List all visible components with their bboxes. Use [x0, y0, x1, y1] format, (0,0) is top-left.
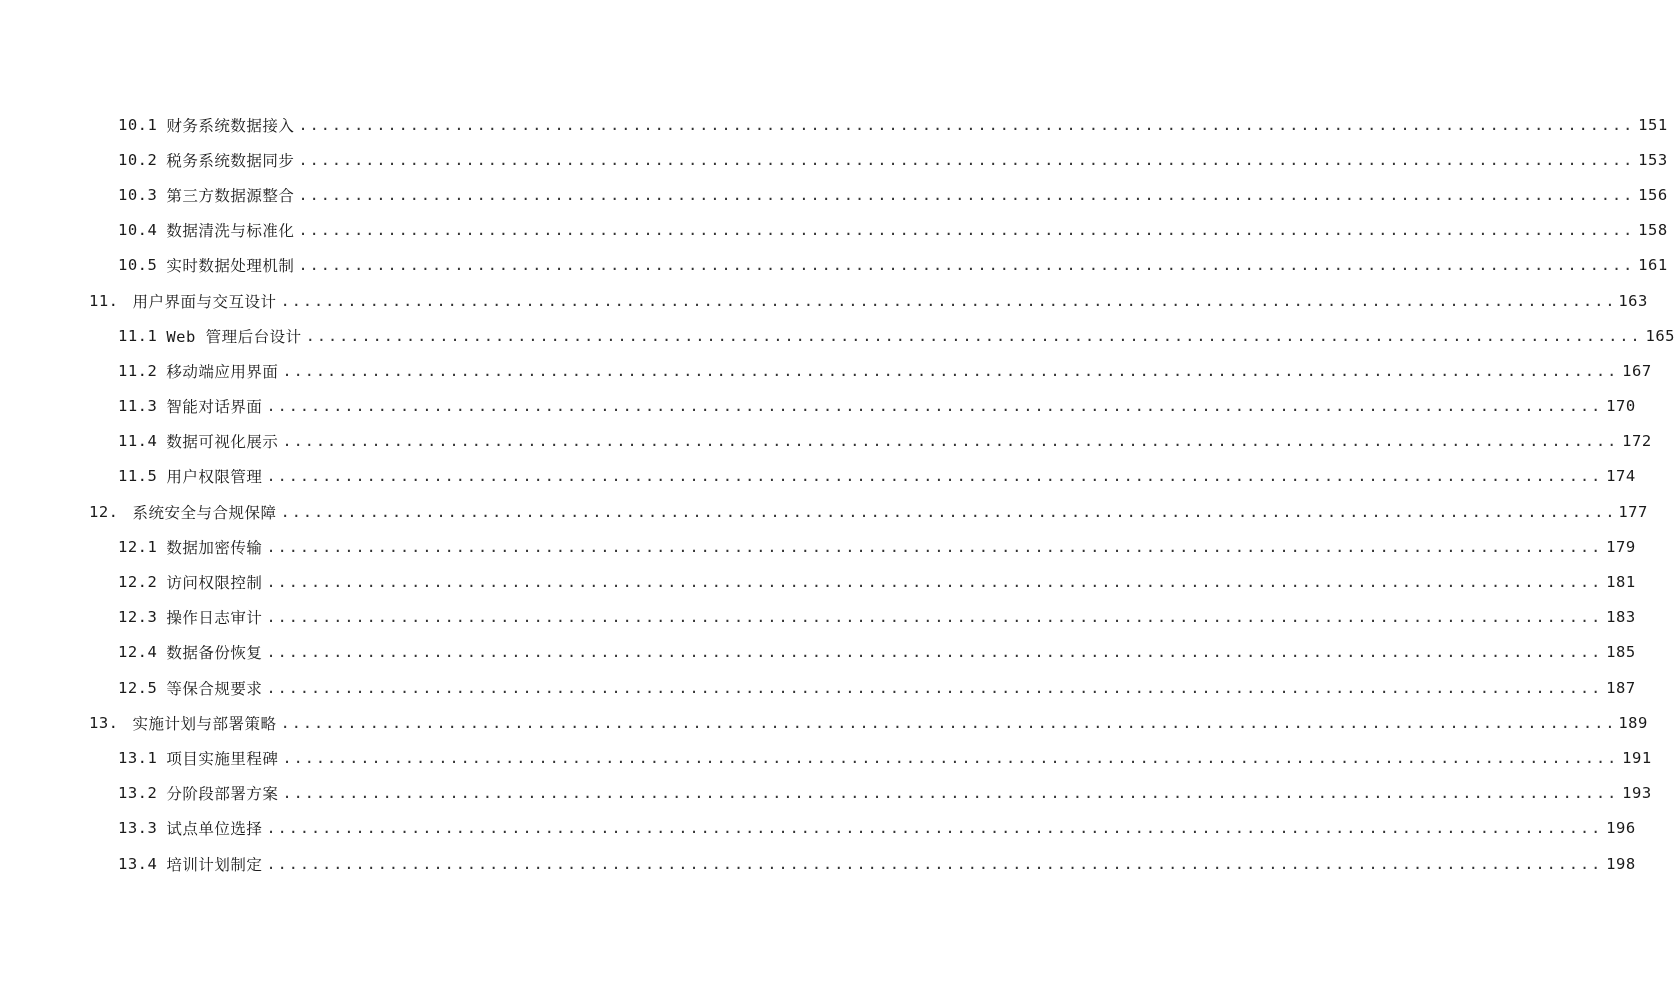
toc-entry-title: 用户界面与交互设计 — [132, 292, 277, 311]
dot-leader: ........................................................................................................................ — [298, 256, 1635, 275]
toc-entry-page: 179 — [1606, 537, 1636, 556]
toc-entry-page: 183 — [1606, 608, 1636, 627]
toc-entry-number: 10.4 — [118, 221, 158, 240]
toc-entry[interactable] — [0, 248, 1668, 283]
toc-entry-page: 191 — [1622, 748, 1652, 767]
toc-entry-page: 153 — [1638, 150, 1668, 169]
toc-entry-title: 数据可视化展示 — [166, 433, 279, 452]
toc-entry-title: 分阶段部署方案 — [166, 785, 279, 804]
toc-entry-title: 财务系统数据接入 — [166, 116, 295, 135]
toc-entry[interactable] — [0, 389, 1636, 424]
dot-leader: ........................................................................................................................ — [282, 432, 1619, 451]
dot-leader: ........................................................................................................................ — [280, 713, 1617, 732]
toc-entry-page: 163 — [1618, 291, 1648, 310]
toc-entry[interactable] — [0, 353, 1652, 388]
toc-entry[interactable] — [0, 811, 1636, 846]
toc-entry-title: 数据加密传输 — [166, 538, 263, 557]
toc-entry-number: 11. — [89, 291, 119, 310]
toc-entry-title: 试点单位选择 — [166, 820, 263, 839]
toc-entry-title: 第三方数据源整合 — [166, 186, 295, 205]
toc-entry[interactable] — [0, 740, 1652, 775]
toc-entry-page: 187 — [1606, 678, 1636, 697]
toc-entry[interactable] — [0, 776, 1652, 811]
toc-entry-number: 12. — [89, 502, 119, 521]
toc-entry-title: 实时数据处理机制 — [166, 257, 295, 276]
toc-entry-number: 11.1 — [118, 326, 158, 345]
toc-entry-number: 11.4 — [118, 432, 158, 451]
toc-entry-page: 170 — [1606, 397, 1636, 416]
toc-entry[interactable] — [0, 318, 1675, 353]
toc-entry-title: 税务系统数据同步 — [166, 151, 295, 170]
toc-entry-number: 13.2 — [118, 784, 158, 803]
dot-leader: ........................................................................................................................ — [280, 502, 1617, 521]
toc-entry-title: 用户权限管理 — [166, 468, 263, 487]
toc-entry-page: 189 — [1618, 713, 1648, 732]
toc-entry[interactable] — [0, 670, 1636, 705]
dot-leader: ........................................................................................................................ — [282, 748, 1619, 767]
dot-leader: ........................................................................................................................ — [298, 150, 1635, 169]
toc-entry-title: 智能对话界面 — [166, 398, 263, 417]
dot-leader: ........................................................................................................................ — [266, 467, 1603, 486]
toc-entry-page: 165 — [1645, 326, 1675, 345]
toc-entry-title: 项目实施里程碑 — [166, 749, 279, 768]
toc-entry-page: 172 — [1622, 432, 1652, 451]
toc-entry-number: 12.5 — [118, 678, 158, 697]
table-of-contents — [0, 107, 1675, 881]
toc-entry-page: 161 — [1638, 256, 1668, 275]
toc-entry[interactable] — [0, 177, 1668, 212]
toc-entry-page: 156 — [1638, 185, 1668, 204]
toc-entry-title: 培训计划制定 — [166, 855, 263, 874]
toc-entry-number: 12.1 — [118, 537, 158, 556]
toc-entry-number: 13.3 — [118, 819, 158, 838]
toc-entry[interactable] — [0, 635, 1636, 670]
toc-entry-title: 等保合规要求 — [166, 679, 263, 698]
dot-leader: ........................................................................................................................ — [266, 854, 1603, 873]
toc-entry-number: 12.4 — [118, 643, 158, 662]
dot-leader: ........................................................................................................................ — [280, 291, 1617, 310]
toc-entry-title: 数据备份恢复 — [166, 644, 263, 663]
toc-entry-number: 10.2 — [118, 150, 158, 169]
toc-entry-title: 移动端应用界面 — [166, 362, 279, 381]
toc-entry-title: 数据清洗与标准化 — [166, 222, 295, 241]
toc-entry-number: 10.5 — [118, 256, 158, 275]
dot-leader: ........................................................................................................................ — [298, 221, 1635, 240]
dot-leader: ........................................................................................................................ — [266, 678, 1603, 697]
dot-leader: ........................................................................................................................ — [266, 397, 1603, 416]
dot-leader: ........................................................................................................................ — [305, 326, 1642, 345]
toc-entry-page: 151 — [1638, 115, 1668, 134]
toc-entry[interactable] — [0, 459, 1636, 494]
toc-chapter-entry[interactable] — [0, 705, 1648, 740]
toc-entry-title: Web 管理后台设计 — [166, 327, 302, 346]
toc-entry-page: 198 — [1606, 854, 1636, 873]
dot-leader: ........................................................................................................................ — [266, 819, 1603, 838]
dot-leader: ........................................................................................................................ — [266, 537, 1603, 556]
toc-entry[interactable] — [0, 600, 1636, 635]
toc-entry-page: 181 — [1606, 573, 1636, 592]
toc-entry-number: 12.3 — [118, 608, 158, 627]
toc-entry-number: 11.5 — [118, 467, 158, 486]
toc-entry[interactable] — [0, 213, 1668, 248]
toc-entry-page: 158 — [1638, 221, 1668, 240]
toc-entry[interactable] — [0, 424, 1652, 459]
toc-entry-number: 11.3 — [118, 397, 158, 416]
dot-leader: ........................................................................................................................ — [282, 784, 1619, 803]
toc-entry-page: 196 — [1606, 819, 1636, 838]
dot-leader: ........................................................................................................................ — [298, 185, 1635, 204]
toc-entry-number: 10.1 — [118, 115, 158, 134]
toc-entry-number: 12.2 — [118, 573, 158, 592]
toc-entry-number: 13.4 — [118, 854, 158, 873]
dot-leader: ........................................................................................................................ — [266, 608, 1603, 627]
toc-entry-title: 系统安全与合规保障 — [132, 503, 277, 522]
toc-entry[interactable] — [0, 846, 1636, 881]
toc-entry-page: 185 — [1606, 643, 1636, 662]
toc-entry[interactable] — [0, 107, 1668, 142]
toc-entry[interactable] — [0, 142, 1668, 177]
dot-leader: ........................................................................................................................ — [266, 643, 1603, 662]
toc-entry-page: 193 — [1622, 784, 1652, 803]
dot-leader: ........................................................................................................................ — [298, 115, 1635, 134]
toc-entry-number: 13.1 — [118, 748, 158, 767]
toc-entry-page: 174 — [1606, 467, 1636, 486]
dot-leader: ........................................................................................................................ — [266, 573, 1603, 592]
toc-entry-title: 实施计划与部署策略 — [132, 714, 277, 733]
toc-entry-number: 11.2 — [118, 361, 158, 380]
toc-entry-page: 177 — [1618, 502, 1648, 521]
toc-chapter-entry[interactable] — [0, 283, 1648, 318]
toc-entry-title: 操作日志审计 — [166, 609, 263, 628]
toc-entry-title: 访问权限控制 — [166, 574, 263, 593]
toc-entry-number: 10.3 — [118, 185, 158, 204]
toc-entry[interactable] — [0, 529, 1636, 564]
toc-entry-number: 13. — [89, 713, 119, 732]
toc-entry-page: 167 — [1622, 361, 1652, 380]
dot-leader: ........................................................................................................................ — [282, 361, 1619, 380]
toc-chapter-entry[interactable] — [0, 494, 1648, 529]
toc-entry[interactable] — [0, 564, 1636, 599]
